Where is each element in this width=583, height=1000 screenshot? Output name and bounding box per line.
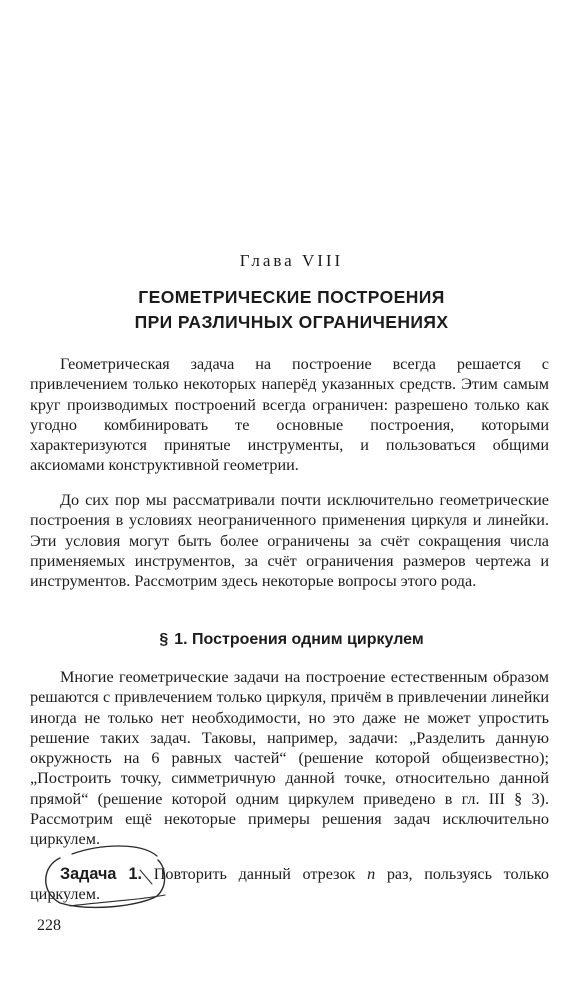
chapter-label: Глава VIII xyxy=(239,251,344,270)
section-heading xyxy=(0,631,583,649)
section-symbol: § xyxy=(159,631,169,648)
section-title: 1. Построения одним циркулем xyxy=(174,631,424,648)
section-paragraph: Многие геометрические задачи на построение естественным образом решаются с привлечением только циркуля, причём в привлечении линейки иногда не только нет необходимости, но это даже не может упростить решение таких задач. Таковы, например, задачи: „Разделить данную окружность на 6 равных частей“ (решение которой общеизвестно); „Построить точку, симметричную данной точке, относительно данной прямой“ (решение которой одним циркулем приведено в гл. III § 3). Рассмотрим ещё некоторые примеры решения задач исключительно циркулем. xyxy=(30,668,549,849)
task-statement xyxy=(30,864,549,905)
task-text-after: раз, пользуясь только циркулем. xyxy=(30,865,549,904)
intro-paragraph-1: Геометрическая задача на построение всегда решается с привлечением только некоторых наперёд указанных средств. Этим самым круг производимых построений всегда ограничен: разрешено только как угодно комбинировать те основные построения, которыми характеризуются принятые инструменты, и пользоваться общими аксиомами конструктивной геометрии. xyxy=(30,355,549,475)
chapter-title-line-1: ГЕОМЕТРИЧЕСКИЕ ПОСТРОЕНИЯ xyxy=(138,287,445,307)
task-label: Задача 1. xyxy=(60,865,143,883)
intro-paragraph-2: До сих пор мы рассматривали почти исключительно геометрические построения в условиях неограниченного применения циркуля и линейки. Эти условия могут быть более ограничены за счёт сокращения числа применяемых инструментов, за счёт ограничения размеров чертежа и инструментов. Рассмотрим здесь некоторые вопросы этого рода. xyxy=(30,491,549,591)
chapter-title-line-2: ПРИ РАЗЛИЧНЫХ ОГРАНИЧЕНИЯХ xyxy=(134,312,449,332)
task-variable: n xyxy=(367,865,376,883)
task-text-before: Повторить данный отрезок xyxy=(142,865,368,883)
page-number: 228 xyxy=(37,917,61,934)
